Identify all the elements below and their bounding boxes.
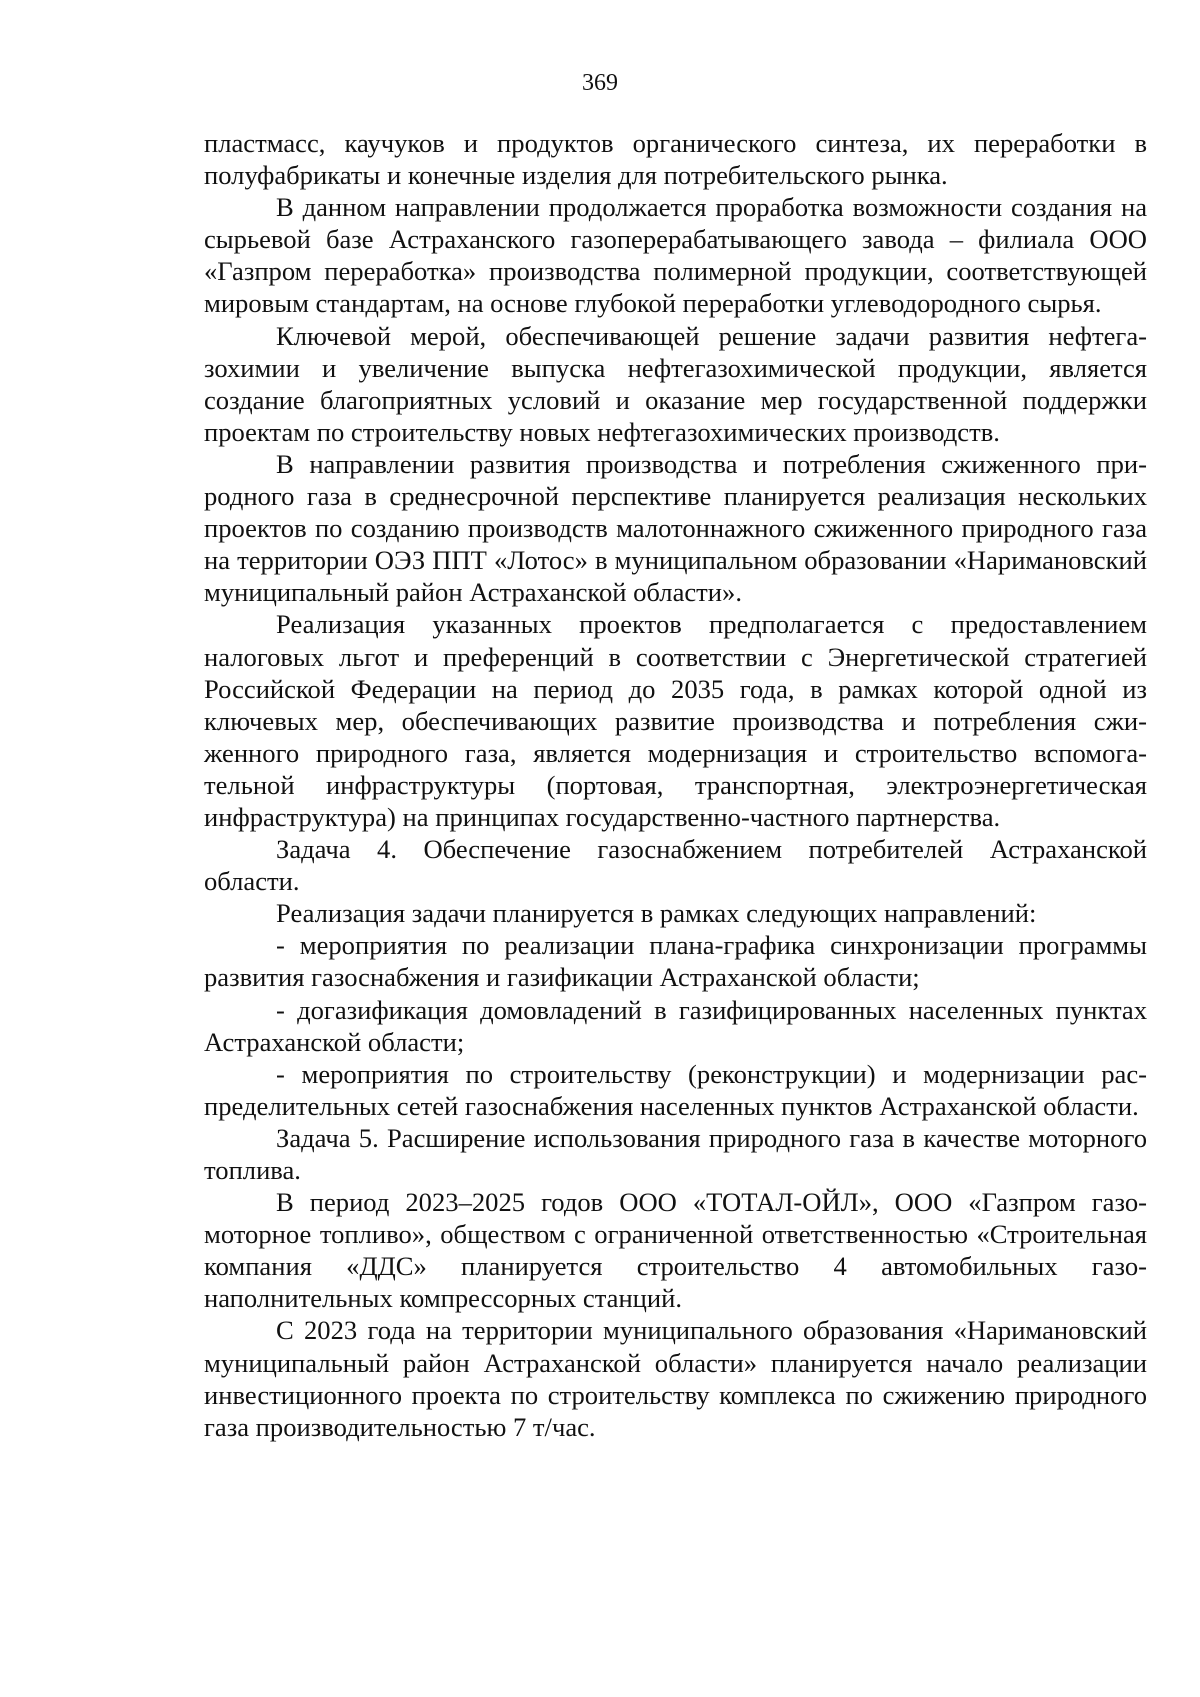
paragraph-continuation: пластмасс, каучуков и продуктов органического синтеза, их переработки в полуфабрикаты и конечные изделия для потребительского рынка. [204, 128, 1147, 191]
paragraph-task-5: Задача 5. Расширение использования природного газа в качестве моторного топлива. [204, 1122, 1147, 1185]
paragraph-liquefaction-project: С 2023 года на территории муниципального образования «Наримановский муниципальный район Астраханской области» планируется начало реализации инвестиционного проекта по строительству комплекса по сжижению природного газа производительностью 7 т/час. [204, 1315, 1147, 1442]
page-number: 369 [582, 70, 618, 96]
paragraph-tax-benefits: Реализация указанных проектов предполагается с предоставлением налоговых льгот и преференций в соответствии с Энергетической стратегией Российской Федерации на период до 2035 года, в рамках которой одной из ключевых мер, обеспечивающих развитие производства и потребления сжиженного природного газа, является модернизация и строительство вспомогательной инфраструктуры (портовая, транспортная, электроэнергетическая инфраструктура) на принципах государственно-частного партнерства. [204, 609, 1147, 832]
paragraph-task-4: Задача 4. Обеспечение газоснабжением потребителей Астраханской области. [204, 834, 1147, 897]
paragraph-cng-stations: В период 2023–2025 годов ООО «ТОТАЛ-ОЙЛ», ООО «Газпром газомоторное топливо», обществом с ограниченной ответственностью «Строительная компания «ДДС» планируется строительство 4 автомобильных газонаполнительных компрессорных станций. [204, 1187, 1147, 1314]
paragraph-task-4-directions: Реализация задачи планируется в рамках следующих направлений: [276, 898, 1037, 929]
list-item-network-modernization: - мероприятия по строительству (реконструкции) и модернизации распределительных сетей газоснабжения населенных пунктов Астраханской области. [204, 1058, 1147, 1121]
paragraph-key-measure: Ключевой мерой, обеспечивающей решение задачи развития нефтегазохимии и увеличение выпуска нефтегазохимической продукции, является создание благоприятных условий и оказание мер государственной поддержки проектам по строительству новых нефтегазохимических производств. [204, 320, 1147, 447]
paragraph-polymer-production: В данном направлении продолжается проработка возможности создания на сырьевой базе Астраханского газоперерабатывающего завода – филиала ООО «Газпром переработка» производства полимерной продукции, соответствующей мировым стандартам, на основе глубокой переработки углеводородного сырья. [204, 192, 1147, 319]
list-item-additional-gasification: - догазификация домовладений в газифицированных населенных пунктах Астраханской области; [204, 994, 1147, 1057]
document-body [204, 127, 1147, 1443]
list-item-schedule-sync: - мероприятия по реализации плана-графика синхронизации программы развития газоснабжения и газификации Астраханской области; [204, 930, 1147, 993]
paragraph-lng-development: В направлении развития производства и потребления сжиженного природного газа в среднесрочной перспективе планируется реализация нескольких проектов по созданию производств малотоннажного сжиженного природного газа на территории ОЭЗ ППТ «Лотос» в муниципальном образовании «Наримановский муниципальный район Астраханской области». [204, 448, 1147, 608]
